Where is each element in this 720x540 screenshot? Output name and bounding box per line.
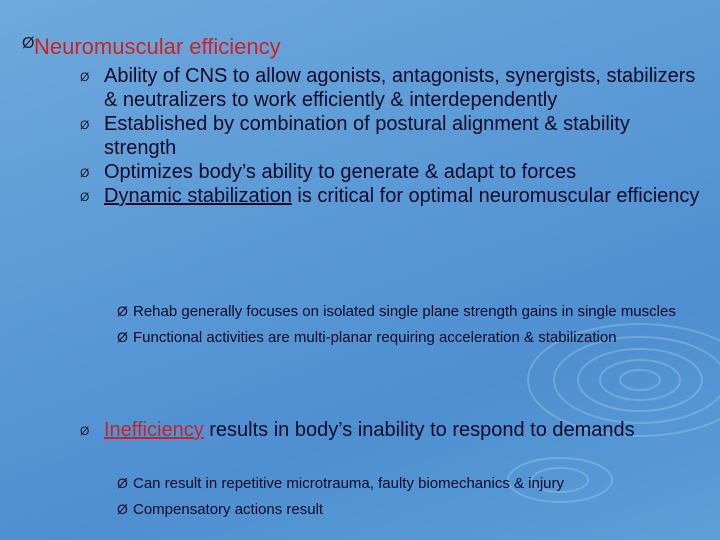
bullet-5 [80, 418, 704, 442]
bullet-4 [80, 184, 704, 208]
sub-item-4-text: Compensatory actions result [133, 501, 324, 518]
sub-item-2 [117, 328, 677, 347]
sub-bullet-arrow-icon: Ø [117, 475, 128, 491]
sub-bullet-arrow-icon: Ø [117, 329, 128, 345]
sub-item-3 [117, 474, 677, 493]
heading-bullet-icon: Ø [22, 35, 35, 52]
bullet-3 [80, 160, 704, 184]
sub-item-4 [117, 500, 677, 519]
bullet-5-text: results in body’s inability to respond to demands [203, 419, 635, 441]
bullet-1-text: Ability of CNS to allow agonists, antagonists, synergists, stabilizers & neutralizers to work efficiently & interdependently [104, 65, 696, 111]
sub-list-2 [117, 474, 677, 526]
sub-bullet-arrow-icon: Ø [117, 501, 128, 517]
slide-heading [22, 34, 281, 60]
sub-item-2-text: Functional activities are multi-planar requiring acceleration & stabilization [133, 329, 617, 346]
sub-bullet-arrow-icon: Ø [117, 303, 128, 319]
inefficiency-term: Inefficiency [104, 419, 204, 441]
bullet-list-2 [80, 418, 704, 442]
bullet-arrow-icon: Ø [80, 70, 90, 84]
bullet-2 [80, 112, 704, 160]
bullet-arrow-icon: Ø [80, 424, 90, 438]
sub-item-1-text: Rehab generally focuses on isolated single plane strength gains in single muscles [133, 303, 676, 320]
sub-item-1 [117, 302, 677, 321]
bullet-4-text: is critical for optimal neuromuscular efficiency [291, 185, 700, 207]
bullet-1 [80, 64, 704, 112]
bullet-arrow-icon: Ø [80, 118, 90, 132]
bullet-arrow-icon: Ø [80, 190, 90, 204]
bullet-3-text: Optimizes body’s ability to generate & adapt to forces [104, 161, 577, 183]
bullet-2-text: Established by combination of postural alignment & stability strength [104, 113, 630, 159]
sub-item-3-text: Can result in repetitive microtrauma, faulty biomechanics & injury [133, 475, 565, 492]
bullet-arrow-icon: Ø [80, 166, 90, 180]
dynamic-stabilization-term: Dynamic stabilization [104, 185, 292, 207]
main-bullet-list [80, 64, 704, 208]
sub-list-1 [117, 302, 677, 354]
heading-text: Neuromuscular efficiency [34, 34, 281, 59]
